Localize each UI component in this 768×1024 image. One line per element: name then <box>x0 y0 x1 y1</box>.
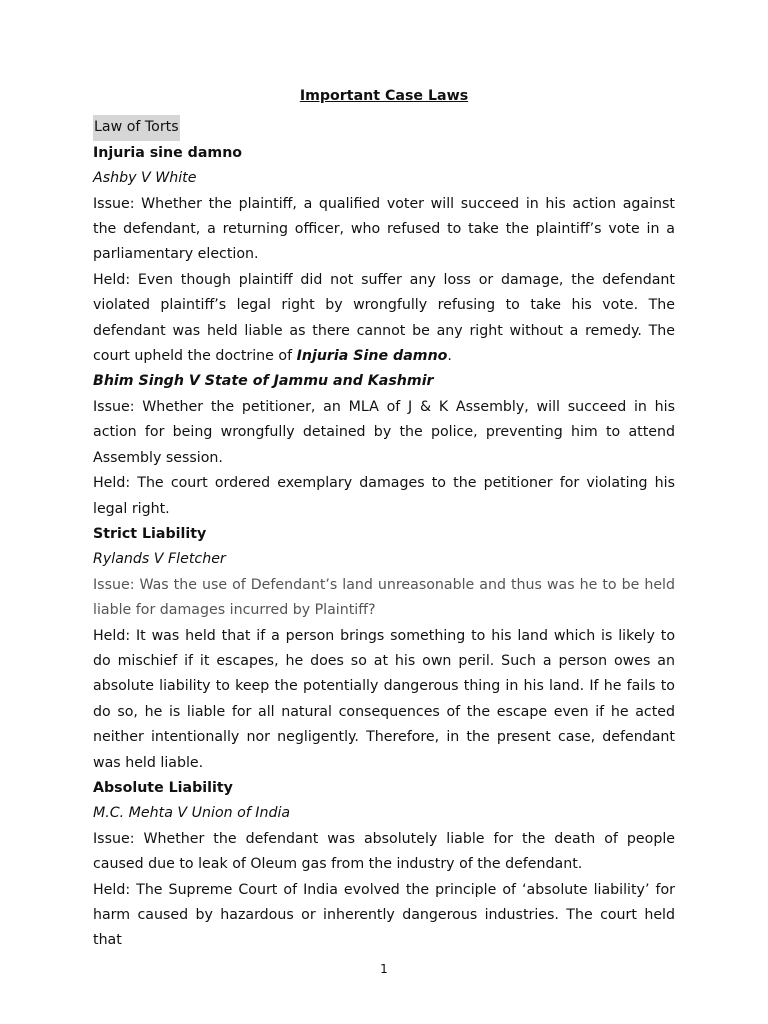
page-number: 1 <box>380 962 388 976</box>
topic-heading-strict: Strict Liability <box>93 525 207 542</box>
case-name-mc-mehta: M.C. Mehta V Union of India <box>93 805 291 822</box>
topic-heading-absolute: Absolute Liability <box>93 779 233 796</box>
document-page <box>93 84 675 954</box>
document-title: Important Case Laws <box>299 88 469 104</box>
case-issue-rylands: Issue: Was the use of Defendant’s land unreasonable and thus was he to be held liable for damages incurred by Plaintiff? <box>93 576 675 619</box>
case-issue-bhim-singh: Issue: Whether the petitioner, an MLA of J & K Assembly, will succeed in his action for being wrongfully detained by the police, preventing him to attend Assembly session. <box>93 398 675 466</box>
case-held-ashby <box>93 268 675 370</box>
case-held-rylands: Held: It was held that if a person brings something to his land which is likely to do mischief if it escapes, he does so at his own peril. Such a person owes an absolute liability to keep the potentially dangerous thing in his land. If he fails to do so, he is liable for all natural consequences of the escape even if he acted neither intentionally nor negligently. Therefore, in the present case, defendant was held liable. <box>93 627 675 771</box>
section-label: Law of Torts <box>93 115 180 140</box>
case-held-mc-mehta: Held: The Supreme Court of India evolved the principle of ‘absolute liability’ for harm caused by hazardous or inherently dangerous industries. The court held that <box>93 881 675 949</box>
case-name-ashby: Ashby V White <box>93 170 197 187</box>
held-end: . <box>447 348 452 365</box>
held-text: Held: Even though plaintiff did not suffer any loss or damage, the defendant violated plaintiff’s legal right by wrongfully refusing to take his vote. The defendant was held liable as there cannot be any right without a remedy. The court upheld the doctrine of <box>93 271 675 365</box>
held-emphasis: Injuria Sine damno <box>296 348 448 365</box>
topic-heading-injuria: Injuria sine damno <box>93 144 243 161</box>
case-issue-ashby: Issue: Whether the plaintiff, a qualified voter will succeed in his action against the defendant, a returning officer, who refused to take the plaintiff’s vote in a parliamentary election. <box>93 195 675 263</box>
case-held-bhim-singh: Held: The court ordered exemplary damages to the petitioner for violating his legal right. <box>93 475 675 517</box>
case-issue-mc-mehta: Issue: Whether the defendant was absolutely liable for the death of people caused due to leak of Oleum gas from the industry of the defendant. <box>93 830 675 873</box>
case-name-rylands: Rylands V Fletcher <box>93 551 226 568</box>
case-name-bhim-singh: Bhim Singh V State of Jammu and Kashmir <box>93 373 434 390</box>
